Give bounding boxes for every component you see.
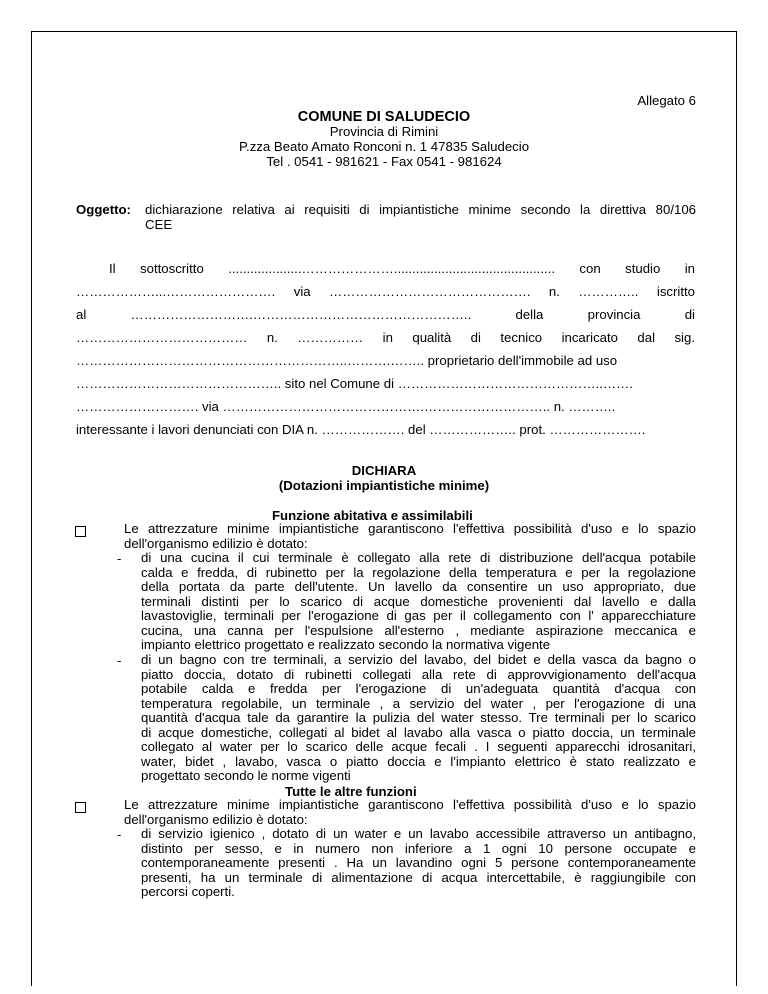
item-line: terminali distinti per lo scarico di acque domestiche provenienti dal lavello e dalla bbox=[141, 593, 696, 609]
item-line: temperatura regolabile, un terminale , a servizio del water , per l'erogazione di una bbox=[141, 695, 696, 711]
item-line: distinto per sesso, e in numero non inferiore a 1 ogni 10 persone occupate e bbox=[141, 840, 696, 856]
section1-intro bbox=[124, 522, 696, 551]
oggetto-text-line1: dichiarazione relativa ai requisiti di impiantistiche minime secondo la direttiva 80/106 bbox=[145, 202, 696, 217]
section1-item-cucina bbox=[141, 551, 696, 653]
section2-intro-line: dell'organismo edilizio è dotato: bbox=[124, 811, 308, 827]
item-line: di servizio igienico , dotato di un water e un lavabo accessibile attraverso un antibagno, bbox=[141, 826, 696, 841]
form-line-dia: interessante i lavori denunciati con DIA n. ………………. del ……………….. prot. …………………. bbox=[76, 422, 646, 437]
bullet-dash: - bbox=[117, 653, 122, 668]
item-line: impianto elettrico progettato e realizzato secondo la normativa vigente bbox=[141, 637, 551, 652]
item-line: collegato al water per lo scarico delle acque fecali . I seguenti apparecchi idrosanitari, bbox=[141, 739, 696, 754]
item-line: progettato secondo le norme vigenti bbox=[141, 768, 351, 783]
item-line: cucina, una canna per l'espulsione all'esterno , mediante aspirazione meccanica e bbox=[141, 622, 696, 638]
section1-item-bagno bbox=[141, 653, 696, 784]
dichiara-title: DICHIARA bbox=[351, 463, 417, 478]
section1-intro-line: Le attrezzature minime impiantistiche garantiscono l'effettiva possibilità d'uso e lo spazio bbox=[124, 521, 696, 536]
item-line: contemporaneamente presenti . Ha un lavandino ogni 5 persone contemporaneamente bbox=[141, 855, 696, 870]
address-line: P.zza Beato Amato Ronconi n. 1 47835 Saludecio bbox=[238, 139, 530, 154]
section-heading-abitativa: Funzione abitativa e assimilabili bbox=[272, 508, 473, 523]
form-line-comune: ……………………………………….. sito nel Comune di ………………………………………..……. bbox=[76, 376, 633, 391]
comune-title: COMUNE DI SALUDECIO bbox=[297, 109, 471, 125]
item-line: di un bagno con tre terminali, a servizio del lavabo, del bidet e della vasca da bagno o bbox=[141, 652, 696, 667]
section-heading-altre-funzioni: Tutte le altre funzioni bbox=[285, 784, 417, 799]
item-line: potabile calda e fredda per l'erogazione di un'adeguata quantità d'acqua con bbox=[141, 681, 696, 696]
section1-intro-line: dell'organismo edilizio è dotato: bbox=[124, 535, 308, 551]
dichiara-subtitle: (Dotazioni impiantistiche minime) bbox=[278, 478, 490, 493]
oggetto-text-line2: CEE bbox=[145, 217, 173, 232]
phone-line: Tel . 0541 - 981621 - Fax 0541 - 981624 bbox=[266, 154, 502, 169]
item-line: della portata da parte dell'utente. Un lavello da consentire un uso appropriato, due bbox=[141, 579, 696, 594]
section2-intro-line: Le attrezzature minime impiantistiche garantiscono l'effettiva possibilità d'uso e lo spazio bbox=[124, 797, 696, 812]
form-line-provincia: al ……………………….………………………………………….. della provincia di bbox=[76, 307, 695, 322]
form-line-via: ………………………. via ……………………………………….……………………….. n. ……….. bbox=[76, 399, 616, 414]
item-line: calda e fredda, di rubinetto per la regolazione della temperatura e per la regolazione bbox=[141, 564, 696, 580]
item-line: piatto doccia, dotato di rubinetti collegati alla rete di approvvigionamento dell'acqua bbox=[141, 666, 696, 682]
form-line-sottoscritto: Il sottoscritto ....................…………………............................................ con studio in bbox=[109, 261, 695, 276]
bullet-dash: - bbox=[117, 827, 122, 842]
item-line: presenti, ha un terminale di alimentazione di acqua intercettabile, è raggiungibile con bbox=[141, 869, 696, 885]
item-line: water, bidet , lavabo, vasca o piatto doccia e l'impianto elettrico è stato realizzato e bbox=[141, 753, 696, 769]
section2-item-servizio-igienico bbox=[141, 827, 696, 900]
bullet-dash: - bbox=[117, 551, 122, 566]
item-line: di acque domestiche, collegati al bidet al lavabo alla vasca o piatto doccia, un terminale bbox=[141, 724, 696, 740]
form-line-via-iscritto: ………………...……………………. via ………………………………………. n. ………….. iscritto bbox=[76, 284, 695, 299]
checkbox-abitativa[interactable] bbox=[75, 526, 86, 537]
provincia-line: Provincia di Rimini bbox=[329, 124, 439, 139]
item-line: percorsi coperti. bbox=[141, 884, 235, 899]
section2-intro bbox=[124, 798, 696, 827]
item-line: quantità d'acqua tale da garantire la pulizia del water stesso. Tre terminali per lo scarico bbox=[141, 710, 696, 725]
item-line: di una cucina il cui terminale è collegato alla rete di distribuzione dell'acqua potabile bbox=[141, 550, 696, 565]
checkbox-altre-funzioni[interactable] bbox=[75, 802, 86, 813]
form-line-tecnico: ………………………………… n. …………… in qualità di tecnico incaricato dal sig. bbox=[76, 330, 695, 345]
oggetto-label: Oggetto: bbox=[76, 202, 131, 217]
allegato-label: Allegato 6 bbox=[637, 93, 696, 108]
form-line-proprietario: ……………………………………………………..……….…….. proprietario dell'immobile ad uso bbox=[76, 353, 618, 368]
item-line: lavastoviglie, terminali per l'erogazione di gas per il collegamento con l' apparecchiature bbox=[141, 608, 696, 623]
